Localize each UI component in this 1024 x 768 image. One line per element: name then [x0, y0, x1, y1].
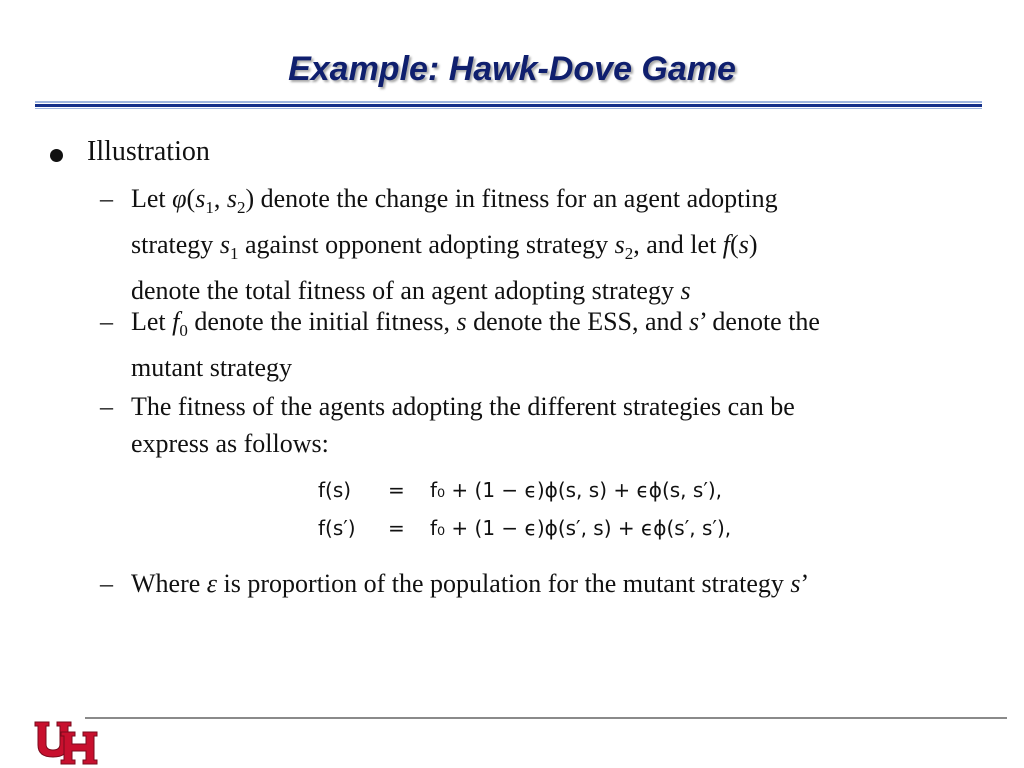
- footer-rule: [85, 717, 1007, 719]
- bullet-dot: [50, 149, 63, 162]
- dash: –: [100, 307, 113, 336]
- dash: –: [100, 569, 113, 598]
- slide-title: Example: Hawk-Dove Game: [288, 50, 736, 88]
- subbullet-line: strategy $s_1$ against opponent adopting strategy $s_2$, and let f(s): [131, 230, 758, 264]
- equation-rhs: f₀ + (1 − ϵ)ϕ(s′, s) + ϵϕ(s′, s′),: [430, 516, 732, 540]
- uh-logo-icon: [33, 720, 99, 766]
- subbullet-line: mutant strategy: [131, 353, 293, 383]
- subbullet-line: express as follows:: [131, 429, 329, 458]
- equation-lhs: f(s): [318, 478, 352, 502]
- dash: –: [100, 392, 113, 421]
- title-underline: [35, 101, 982, 109]
- equation-equals: =: [388, 478, 405, 502]
- equation-lhs: f(s′): [318, 516, 356, 540]
- equation-rhs: f₀ + (1 − ϵ)ϕ(s, s) + ϵϕ(s, s′),: [430, 478, 723, 502]
- bullet-text: Illustration: [87, 136, 210, 167]
- subbullet-line: The fitness of the agents adopting the different strategies can be: [131, 392, 795, 421]
- subbullet-line: denote the total fitness of an agent adopting strategy s: [131, 276, 691, 306]
- subbullet-line: Let $\varphi(s_1$, $s_2$) denote the change in fitness for an agent adopting: [131, 184, 778, 218]
- dash: –: [100, 184, 113, 213]
- subbullet-line: Where ε is proportion of the population for the mutant strategy s’: [131, 569, 810, 598]
- equation-equals: =: [388, 516, 405, 540]
- subbullet-line: Let $f_0$ denote the initial fitness, s denote the ESS, and s’ denote the: [131, 307, 820, 341]
